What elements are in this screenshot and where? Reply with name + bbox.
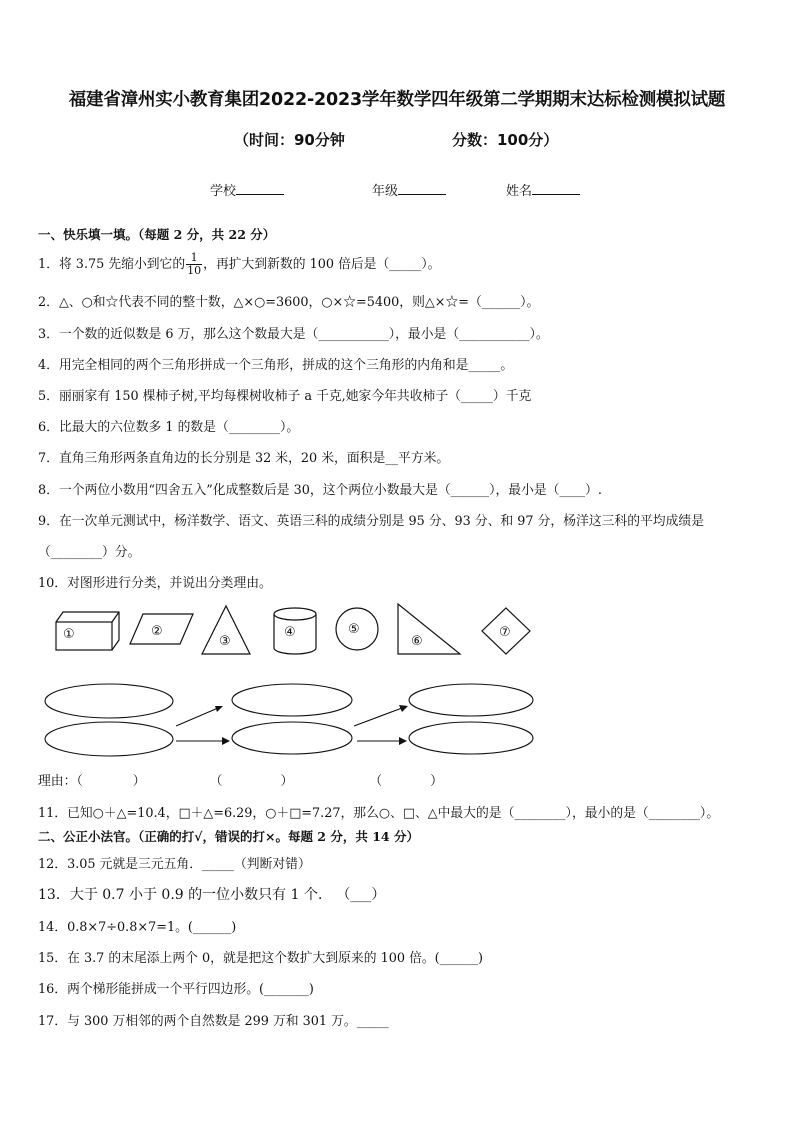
shape-label: ④ (284, 625, 296, 640)
grade-blank[interactable] (398, 182, 446, 195)
category-ellipse (232, 722, 352, 754)
name-blank[interactable] (532, 182, 580, 195)
grade-field: 年级 (372, 180, 446, 199)
name-field: 姓名 (506, 180, 580, 199)
question-7: 7．直角三角形两条直角边的长分别是 32 米，20 米，面积是__平方米。 (38, 451, 450, 466)
question-6: 6．比最大的六位数多 1 的数是（________）。 (38, 420, 300, 435)
arrow (176, 708, 218, 726)
shape-label: ② (151, 624, 163, 639)
question-13: 13．大于 0.7 小于 0.9 的一位小数只有 1 个． （___） (38, 887, 386, 903)
category-ellipse (45, 722, 173, 756)
question-8: 8．一个两位小数用“四舍五入”化成整数后是 30，这个两位小数最大是（______），最小是（____）. (38, 483, 602, 498)
question-10: 10．对图形进行分类，并说出分类理由。 (38, 576, 272, 591)
exam-title: 福建省漳州实小教育集团2022-2023学年数学四年级第二学期期末达标检测模拟试题 (68, 90, 726, 110)
fraction: $\frac{1}{10}$ (187, 251, 202, 277)
school-blank[interactable] (236, 182, 284, 195)
question-5: 5．丽丽家有 150 棵柿子树,平均每棵树收柿子 a 千克,她家今年共收柿子（_____）千克 (38, 389, 532, 404)
question-15: 15．在 3.7 的末尾添上两个 0，就是把这个数扩大到原来的 100 倍。(______) (38, 951, 484, 966)
arrow (354, 708, 402, 726)
shapes-figure (0, 596, 794, 766)
question-1: 1．将 3.75 先缩小到它的 $\frac{1}{10}$ ，再扩大到新数的 100 倍后是（_____）。 (38, 251, 441, 277)
shape-label: ③ (219, 634, 231, 649)
exam-time: （时间：90分钟 (234, 131, 345, 149)
shape-label: ① (63, 627, 75, 642)
question-16: 16．两个梯形能拼成一个平行四边形。(_______) (38, 982, 314, 997)
category-ellipse (232, 684, 352, 716)
category-ellipse (45, 684, 173, 718)
question-9-line1: 9．在一次单元测试中，杨洋数学、语文、英语三科的成绩分别是 95 分、93 分、和 97 分，杨洋这三科的平均成绩是 (38, 514, 704, 529)
section-2-heading: 二、公正小法官。（正确的打√，错误的打×。每题 2 分，共 14 分） (38, 829, 419, 844)
question-17: 17．与 300 万相邻的两个自然数是 299 万和 301 万。_____ (38, 1014, 389, 1029)
question-2: 2．△、○和☆代表不同的整十数，△×○=3600，○×☆=5400，则△×☆=（______）。 (38, 295, 540, 310)
right-triangle-shape (398, 604, 460, 654)
reason-line: 理由：（ ） （ ） （ ） (38, 774, 443, 789)
shape-label: ⑥ (411, 634, 423, 649)
category-ellipse (409, 684, 533, 716)
exam-score: 分数：100分） (452, 131, 559, 149)
school-field: 学校 (210, 180, 284, 199)
category-ellipse (409, 722, 533, 754)
question-9-line2: （________）分。 (38, 545, 141, 560)
question-14: 14．0.8×7÷0.8×7=1。(______) (38, 920, 237, 935)
shape-label: ⑦ (499, 625, 511, 640)
question-11: 11．已知○＋△=10.4，□＋△=6.29，○＋□=7.27，那么○、□、△中最大的是（________），最小的是（________）。 (38, 806, 720, 821)
question-3: 3．一个数的近似数是 6 万，那么这个数最大是（___________），最小是（___________）。 (38, 327, 549, 342)
shape-label: ⑤ (348, 622, 360, 637)
question-12: 12．3.05 元就是三元五角．_____（判断对错） (38, 857, 311, 872)
question-4: 4．用完全相同的两个三角形拼成一个三角形，拼成的这个三角形的内角和是_____。 (38, 358, 514, 373)
section-1-heading: 一、快乐填一填。（每题 2 分，共 22 分） (38, 227, 276, 242)
